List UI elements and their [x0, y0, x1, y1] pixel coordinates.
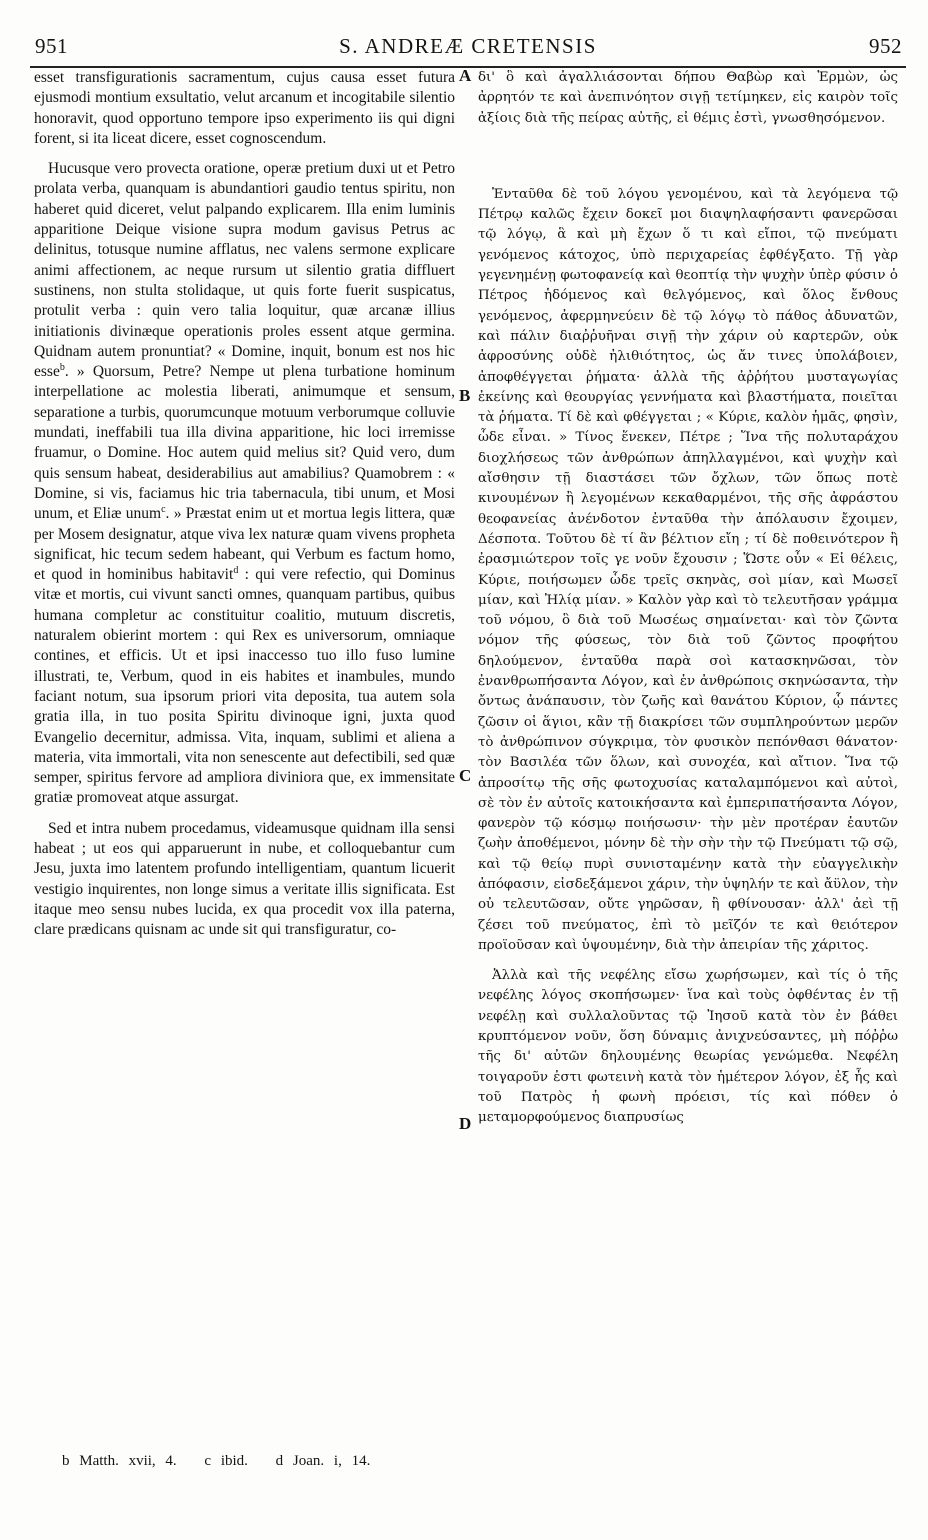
latin-paragraph-3: Sed et intra nubem procedamus, videamusque quidnam illa sensi habeat ; ut eos qui apparuerunt in nube, et colloquebantur cum Jesu, juxta imo latentem profundo intelligentiam, quantum licuerit vestigio inquirentes, non longe simus a veritate illis significata. Est itaque meo sensu nubes lucida, ex qua procedit vox illa paterna, clare prædicans quisnam ac unde sit qui transfiguratur, co-	[34, 819, 455, 939]
greek-paragraph-2: Ἐνταῦθα δὲ τοῦ λόγου γενομένου, καὶ τὰ λεγόμενα τῷ Πέτρῳ καλῶς ἔχειν δοκεῖ μοι διαψηλαφήσαντι φανερῶσαι τῷ λόγῳ, ἃ καὶ μὴ ἔχων ὅ τι καὶ εἴποι, τῷ πνεύματι γενόμενος κάτοχος, ὑπὸ περιχαρείας ἐφθέγξατο. Τῇ γὰρ γεγενημένῃ φωτοφανείᾳ καὶ θεοπτίᾳ τὴν ψυχὴν ὑπὲρ φύσιν ὁ Πέτρος ἡδόμενος καὶ θελγόμενος, καὶ ὅλος ἔνθους γενόμενος, ἀφερμηνεύειν δὲ τῷ λόγῳ τὸ πάθος ἀδυνατῶν, καὶ πάλιν διαῤῥυῆναι σιγῇ τὴν χάριν οὐ καρτερῶν, οὐκ ἀφροσύνης οὐδὲ ἠλιθιότητος, ὡς ἄν τινες ὑπολάβοιεν, ἀποφθέγγεται ῥήματα· ἀλλὰ τῆς ἀῤῥήτου μυσταγωγίας ἐκείνης καὶ θεουργίας γεννήματα καὶ βλαστήματα, ποιεῖται τὰ ῥήματα. Τί δὲ καὶ φθέγγεται ; « Κύριε, καλὸν ἡμᾶς, φησὶν, ὧδε εἶναι. » Τίνος ἕνεκεν, Πέτρε ; Ἵνα τῆς πολυταράχου διοχλήσεως τῶν ἀνθρώπων ἀπηλλαγμένοι, καὶ ψυχὴν καὶ αἴσθησιν τῇ διαστάσει τῶν ὄχλων, τῶν ὅπως ποτὲ κινουμένων ἢ λεγομένων κεκαθαρμένοι, τῆς σῆς ἀφράστου θεοφανείας ἀνένδοτον ἐνταῦθα τὴν ἀπόλαυσιν ἔχοιμεν, Δέσποτα. Τοῦτου δὲ τί ἂν βέλτιον εἴη ; τί δὲ ποθεινότερον ἢ ἐρασμιώτερον τοῖς γε νοῦν ἔχουσιν ; Ὥστε οὖν « Εἰ θέλεις, Κύριε, ποιήσωμεν ὧδε τρεῖς σκηνὰς, σοὶ μίαν, καὶ Μωσεῖ μίαν, καὶ Ἠλίᾳ μίαν. » Καλὸν γὰρ καὶ τὸ τελευτῆσαν γράμμα τοῦ νόμου, ὃ διὰ τοῦ Μωσέως σημαίνεται· καὶ τὸν ζῶντα νόμον τῆς φύσεως, τὸν διὰ τοῦ ζῶντος προφήτου δηλούμενον, ἐνταῦθα παρὰ σοὶ κατασκηνῶσαι, τὸν ἐνανθρωπήσαντα Λόγον, καὶ ἐν ἀνθρώποις σκηνώσαντα, τὴν ὄντως ἀνάπαυσιν, τὸν ζωῆς καὶ θανάτου Κύριον, ᾧ πάντες ζῶσιν οἱ ἅγιοι, κἂν τῇ διακρίσει τῶν συμπληρούντων μερῶν τὸ ἀνθρώπινον σύγκριμα, τὸν φυσικὸν πεπόνθασι θάνατον· τὸν Βασιλέα τῶν ὅλων, καὶ συνοχέα, καὶ αἴτιον. Ἵνα τῷ ἀπροσίτῳ τῆς σῆς φωτοχυσίας καταλαμπόμενοι καὶ αὐτοὶ, σὲ τὸν ἐν αὐτοῖς κατοικήσαντα καὶ ἐμπεριπατήσαντα Λόγον, φανερὸν τῷ κόσμῳ ποιήσωσιν· τὴν μὲν προτέραν ἑαυτῶν ζωὴν ἀποθέμενοι, μόνην δὲ τὴν σὴν τὴν τῷ Πνεύματι τῷ σῷ, καὶ τῷ θείῳ πυρὶ συνισταμένην κατὰ τὴν εὐαγγελικὴν ἀπόφασιν, εἰσδεξάμενοι χάριν, τὴν ὑψηλήν τε καὶ ἄϋλον, τὴν οὐ τελευτῶσαν, οὔτε γηρῶσαν, ἢ φθίνουσαν· ἀλλ' ἀεὶ τῇ ζέσει τοῦ πνεύματος, ἐπὶ τὸ μεῖζόν τε καὶ θειότερον προϊοῦσαν καὶ ὑψουμένην, διὰ τὴν ἀπειρίαν τῆς χάριτος.	[478, 186, 898, 953]
footnotes	[62, 1453, 388, 1470]
margin-letter-d: D	[459, 1114, 472, 1133]
page-header	[30, 30, 906, 68]
footnote-b: b Matth. xvii, 4.	[62, 1453, 177, 1469]
margin-letter-a: A	[459, 66, 472, 85]
margin-letter-c: C	[459, 766, 472, 785]
latin-paragraph-1: esset transfigurationis sacramentum, cujus causa esset futura ejusmodi montium exsultatio, velut arcanum et incogitabile silentio honoravit, quod opportuno tempore ipso experimento iis qui digni forent, si ita liceat dicere, esset cognoscendum.	[34, 69, 455, 147]
latin-paragraph-2: Hucusque vero provecta oratione, operæ pretium duxi ut et Petro prolata verba, quanquam is abundantiori gaudio tentus spiritu, non haberet quid diceret, velut palpando explicarem. Illa enim luminis apparitione Deique visione supra modum gavisus Petrus ac delinitus, totusque numine afflatus, nec valens sermone explicare animi affectionem, ac neque rursum ut silentio gratia diffluert sustinens, non stulta stolidaque, ut quis forte fuerit suspicatus, protulit verba : quin vero talia loquitur, quæ arcanæ illius initiationis divinæque operationis proles essent atque germina. Quidnam autem pronuntiat? « Domine, inquit, bonum est nos hic esse$^b$. » Quorsum, Petre? Nempe ut plena turbatione hominum interpellatione ac molestia liberati, animumque et sensum, separatione a turbis, quorumcunque motuum verborumque colluvie mundati, ineffabili tua illa divina apparitione, hic loci irremisse fruamur, o Domine. Hoc autem quid melius sit? Quid vero, dum quis sensum habeat, desiderabilius aut amabilius? Quamobrem : « Domine, si vis, faciamus hic tria tabernacula, tibi unum, et Mosi unum, et Eliæ unum$^c$. » Præstat enim ut et mortua legis littera, quæ per Mosem designatur, atque viva lex naturæ quam vivens propheta significat, hic tecum sedem habeant, qui Verbum es factum homo, et quod in hominibus habitavit$^d$ : qui vere refectio, qui Dominus vitæ et mortis, cui vivunt sancti omnes, quanquam partibus, quibus humana completur ac constituitur coalitio, mutuum discretis, naturalem obierint mortem : qui Rex es universorum, omniaque contines, et efficis. Ut et ipsi inaccesso tuo illo fuso lumine illustrati, te, Verbum, quod in eis habites et inambules, mundo faciant notum, sua ipsorum priori vita deposita, tua autem sola gratia illa, in tuo posita Spiritu divinoque igni, juxta quod Evangelio decernitur, admissa. Vita, inquam, sublimi et aliena a materia, vita immortali, vita non senescente aut defectibili, sed quæ semper, spiritus fervore ad ampliora diviniora que, ex immensitate gratiæ promoveat atque assurgat.	[34, 160, 456, 807]
page-number-left: 951	[35, 34, 68, 58]
running-title: S. ANDREÆ CRETENSIS	[339, 34, 597, 58]
latin-column	[34, 68, 455, 940]
greek-paragraph-3: Ἀλλὰ καὶ τῆς νεφέλης εἴσω χωρήσωμεν, καὶ τίς ὁ τῆς νεφέλης λόγος σκοπήσωμεν· ἵνα καὶ τοὺς ὀφθέντας ἐν τῇ νεφέλῃ καὶ συλλαλοῦντας τῷ Ἰησοῦ κατὰ τὸν ἐν βάθει κρυπτόμενον νοῦν, ὅση δύναμις ἀνιχνεύσαντες, μὴ πόῤῥω τῆς δι' αὐτῶν δηλουμένης θεωρίας γενώμεθα. Νεφέλη τοιγαροῦν ἐστι φωτεινὴ κατὰ τὸν ἡμέτερον λόγον, ἐξ ἧς καὶ τοῦ Πατρὸς ἡ φωνὴ πρόεισι, τίς καὶ πόθεν ὁ μεταμορφούμενος διαπρυσίως	[478, 968, 898, 1126]
footnote-c: c ibid.	[204, 1453, 248, 1469]
page-number-right: 952	[869, 34, 902, 58]
footnote-ref-d[interactable]: d	[233, 564, 239, 576]
greek-paragraph-1: δι' ὃ καὶ ἀγαλλιάσονται δήπου Θαβὼρ καὶ Ἑρμὼν, ὡς ἀρρητόν τε καὶ ἀνεπινόητον σιγῇ τετίμηκεν, εἰς καιρὸν τοῖς ἀξίοις διὰ τῆς πείρας αὐτῆς, εἰ θέμις ἐστὶ, γνωσθησόμενον.	[478, 70, 898, 126]
greek-column	[478, 68, 898, 1129]
footnote-d: d Joan. i, 14.	[275, 1453, 371, 1469]
footnote-ref-b[interactable]: b	[59, 362, 65, 373]
footnote-ref-c[interactable]: c	[161, 504, 166, 516]
margin-letter-b: B	[459, 386, 471, 405]
